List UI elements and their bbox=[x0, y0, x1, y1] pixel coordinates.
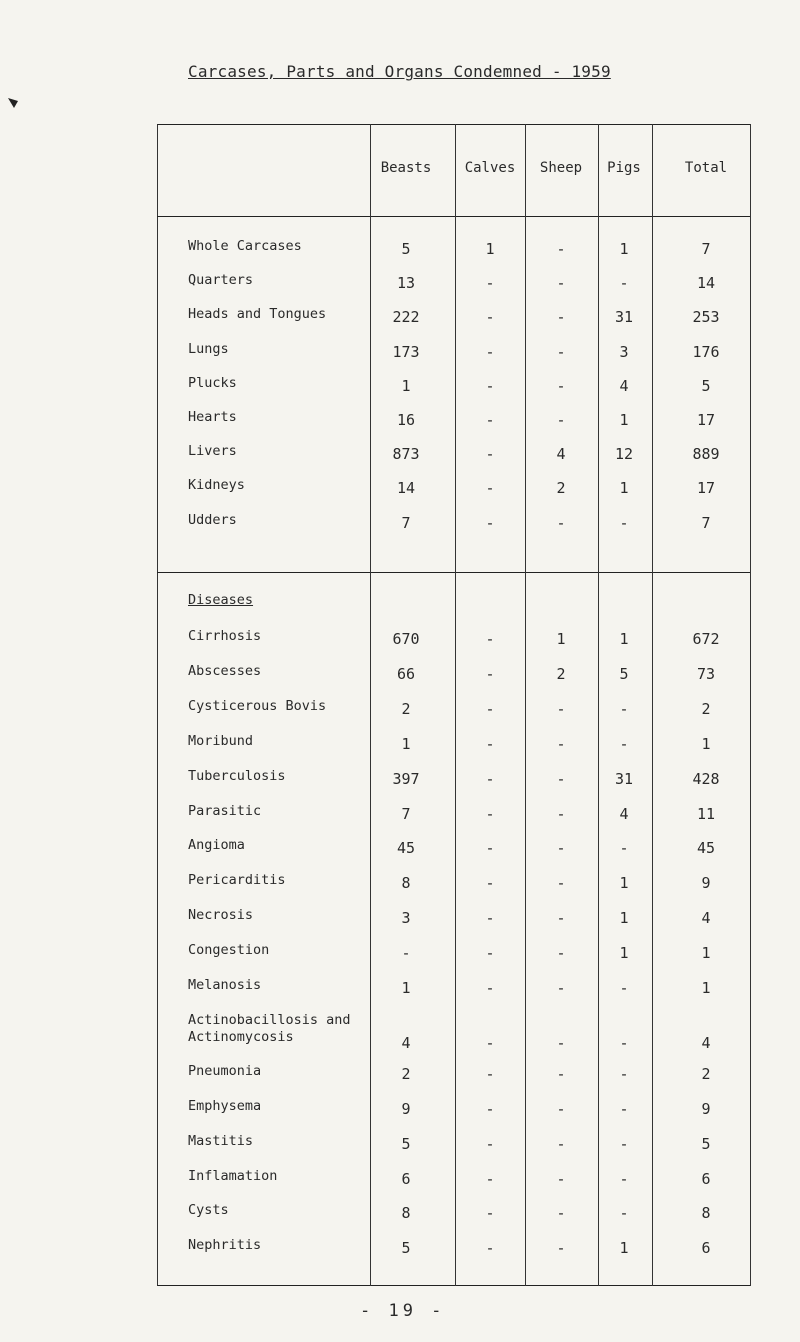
table-cell: 8 bbox=[701, 1204, 711, 1223]
table-cell: - bbox=[485, 1064, 495, 1083]
table-cell: - bbox=[556, 240, 566, 258]
row-label: Parasitic bbox=[188, 802, 262, 819]
row-label: Congestion bbox=[188, 942, 270, 959]
row-label: Abscesses bbox=[188, 662, 262, 679]
row-label: Kidneys bbox=[188, 477, 245, 494]
table-cell: 397 bbox=[392, 769, 420, 788]
table-cell: 7 bbox=[701, 513, 711, 532]
section-heading: Diseases bbox=[188, 592, 254, 608]
header-divider bbox=[157, 216, 750, 217]
table-cell: - bbox=[485, 979, 495, 997]
table-cell: - bbox=[619, 513, 629, 532]
row-label: Livers bbox=[188, 443, 237, 460]
row-label: Lungs bbox=[188, 340, 229, 357]
table-cell: 2 bbox=[556, 664, 566, 683]
table-cell: 6 bbox=[701, 1239, 711, 1258]
table-cell: 4 bbox=[401, 1033, 411, 1052]
table-cell: - bbox=[485, 804, 495, 823]
table-cell: 7 bbox=[401, 804, 411, 823]
row-label: Melanosis bbox=[188, 977, 262, 993]
table-cell: 5 bbox=[701, 376, 711, 395]
table-cell: 873 bbox=[392, 445, 420, 464]
row-label: Hearts bbox=[188, 409, 237, 425]
table-cell: 3 bbox=[619, 342, 629, 361]
table-cell: 176 bbox=[692, 342, 720, 361]
table-cell: 66 bbox=[396, 664, 416, 683]
table-cell: 1 bbox=[556, 630, 566, 648]
column-divider bbox=[455, 124, 456, 1286]
table-cell: 9 bbox=[701, 874, 711, 893]
table-cell: - bbox=[485, 1033, 495, 1052]
row-label: Pneumonia bbox=[188, 1062, 262, 1079]
table-cell: - bbox=[556, 839, 566, 858]
table-cell: - bbox=[485, 1239, 495, 1258]
table-cell: - bbox=[556, 874, 566, 893]
table-cell: - bbox=[619, 699, 629, 718]
table-cell: - bbox=[556, 1033, 566, 1052]
table-cell: 4 bbox=[701, 909, 711, 928]
column-divider bbox=[525, 124, 526, 1286]
table-cell: - bbox=[556, 1064, 566, 1083]
column-header-sheep: Sheep bbox=[539, 160, 583, 176]
table-cell: 5 bbox=[401, 1134, 411, 1153]
table-cell: 6 bbox=[701, 1169, 711, 1188]
row-label: Pericarditis bbox=[188, 872, 286, 889]
table-cell: - bbox=[556, 1134, 566, 1153]
table-cell: 13 bbox=[396, 274, 416, 293]
column-divider bbox=[370, 124, 371, 1286]
row-label: Quarters bbox=[188, 272, 254, 289]
table-cell: 889 bbox=[692, 445, 720, 464]
row-label: Nephritis bbox=[188, 1237, 262, 1254]
table-cell: 5 bbox=[619, 664, 629, 683]
table-cell: - bbox=[485, 699, 495, 718]
table-cell: - bbox=[556, 909, 566, 928]
table-cell: - bbox=[485, 769, 495, 788]
row-label: Whole Carcases bbox=[188, 238, 302, 254]
table-cell: 5 bbox=[401, 1239, 411, 1258]
row-label: Moribund bbox=[188, 732, 254, 749]
table-cell: 8 bbox=[401, 874, 411, 893]
table-cell: - bbox=[619, 1134, 629, 1153]
table-cell: 4 bbox=[701, 1033, 711, 1052]
table-cell: - bbox=[619, 1033, 629, 1052]
table-cell: - bbox=[485, 944, 495, 963]
table-cell: - bbox=[619, 839, 629, 858]
table-cell: - bbox=[485, 909, 495, 928]
table-cell: - bbox=[485, 1099, 495, 1118]
table-cell: - bbox=[556, 308, 566, 327]
table-cell: 1 bbox=[619, 240, 629, 258]
column-divider bbox=[750, 124, 751, 1286]
column-header-total: Total bbox=[684, 160, 728, 176]
table-cell: 17 bbox=[696, 479, 716, 498]
table-cell: - bbox=[485, 376, 495, 395]
table-cell: - bbox=[485, 445, 495, 464]
table-cell: - bbox=[619, 1169, 629, 1188]
table-cell: 7 bbox=[401, 513, 411, 532]
row-label: Emphysema bbox=[188, 1097, 262, 1114]
table-cell: - bbox=[619, 1099, 629, 1118]
table-cell: 1 bbox=[701, 979, 711, 997]
table-cell: 2 bbox=[701, 699, 711, 718]
row-label: Necrosis bbox=[188, 907, 254, 924]
table-cell: - bbox=[556, 769, 566, 788]
table-cell: 1 bbox=[619, 630, 629, 648]
table-cell: - bbox=[556, 944, 566, 963]
row-label: Udders bbox=[188, 511, 237, 528]
table-cell: 45 bbox=[696, 839, 716, 858]
table-cell: - bbox=[619, 1064, 629, 1083]
table-cell: - bbox=[485, 513, 495, 532]
table-cell: 1 bbox=[701, 734, 711, 753]
table-cell: 2 bbox=[401, 1064, 411, 1083]
table-cell: - bbox=[485, 1204, 495, 1223]
table-cell: - bbox=[485, 308, 495, 327]
table-cell: - bbox=[401, 944, 411, 963]
table-cell: 670 bbox=[392, 630, 420, 648]
table-cell: 1 bbox=[401, 376, 411, 395]
table-cell: 4 bbox=[619, 376, 629, 395]
table-cell: - bbox=[619, 1204, 629, 1223]
table-cell: 428 bbox=[692, 769, 720, 788]
table-cell: - bbox=[485, 1169, 495, 1188]
bullet-mark-icon bbox=[6, 96, 20, 110]
column-header-beasts: Beasts bbox=[380, 160, 432, 176]
table-cell: - bbox=[485, 479, 495, 498]
table-cell: 2 bbox=[401, 699, 411, 718]
table-cell: - bbox=[556, 699, 566, 718]
row-label: Cysts bbox=[188, 1202, 229, 1219]
table-cell: 4 bbox=[619, 804, 629, 823]
table-cell: 2 bbox=[556, 479, 566, 498]
table-cell: 6 bbox=[401, 1169, 411, 1188]
table-cell: 17 bbox=[696, 411, 716, 429]
table-cell: 2 bbox=[701, 1064, 711, 1083]
row-label: Plucks bbox=[188, 374, 237, 391]
table-cell: 1 bbox=[485, 240, 495, 258]
table-cell: - bbox=[485, 1134, 495, 1153]
table-cell: - bbox=[556, 804, 566, 823]
table-cell: - bbox=[556, 274, 566, 293]
row-label: Inflamation bbox=[188, 1167, 278, 1184]
table-cell: 1 bbox=[619, 874, 629, 893]
table-cell: 253 bbox=[692, 308, 720, 327]
table-cell: 9 bbox=[401, 1099, 411, 1118]
table-cell: 173 bbox=[392, 342, 420, 361]
row-label: Heads and Tongues bbox=[188, 306, 327, 323]
table-cell: - bbox=[556, 979, 566, 997]
table-cell: 1 bbox=[619, 1239, 629, 1258]
table-cell: 1 bbox=[619, 411, 629, 429]
table-cell: 1 bbox=[619, 479, 629, 498]
table-cell: 14 bbox=[396, 479, 416, 498]
table-cell: 672 bbox=[692, 630, 720, 648]
table-cell: - bbox=[619, 274, 629, 293]
table-cell: 16 bbox=[396, 411, 416, 429]
table-cell: - bbox=[619, 979, 629, 997]
table-cell: - bbox=[485, 734, 495, 753]
table-cell: 1 bbox=[701, 944, 711, 963]
table-cell: 4 bbox=[556, 445, 566, 464]
row-label: Tuberculosis bbox=[188, 767, 286, 784]
row-label: Cysticerous Bovis bbox=[188, 697, 327, 714]
table-cell: - bbox=[485, 839, 495, 858]
diseases-divider bbox=[157, 572, 750, 573]
column-header-pigs: Pigs bbox=[607, 160, 641, 176]
table-cell: - bbox=[556, 734, 566, 753]
table-cell: - bbox=[556, 376, 566, 395]
table-cell: - bbox=[556, 1204, 566, 1223]
table-cell: 1 bbox=[619, 944, 629, 963]
table-cell: 31 bbox=[614, 769, 634, 788]
table-cell: 1 bbox=[401, 734, 411, 753]
table-cell: 31 bbox=[614, 308, 634, 327]
table-cell: 222 bbox=[392, 308, 420, 327]
table-cell: - bbox=[485, 874, 495, 893]
table-cell: - bbox=[485, 411, 495, 429]
table-cell: 12 bbox=[614, 445, 634, 464]
table-cell: 14 bbox=[696, 274, 716, 293]
table-cell: - bbox=[556, 1239, 566, 1258]
page-number: - 19 - bbox=[360, 1301, 446, 1321]
table-cell: 1 bbox=[401, 979, 411, 997]
table-cell: - bbox=[619, 734, 629, 753]
row-label: Mastitis bbox=[188, 1132, 254, 1149]
table-cell: 73 bbox=[696, 664, 716, 683]
table-cell: 5 bbox=[701, 1134, 711, 1153]
table-cell: - bbox=[485, 274, 495, 293]
table-cell: 5 bbox=[401, 240, 411, 258]
table-cell: - bbox=[556, 411, 566, 429]
table-cell: 11 bbox=[696, 804, 716, 823]
table-cell: - bbox=[485, 342, 495, 361]
table-cell: 8 bbox=[401, 1204, 411, 1223]
table-cell: - bbox=[485, 630, 495, 648]
table-cell: 7 bbox=[701, 240, 711, 258]
row-label: Cirrhosis bbox=[188, 628, 262, 644]
table-cell: - bbox=[485, 664, 495, 683]
table-cell: 45 bbox=[396, 839, 416, 858]
table-cell: - bbox=[556, 342, 566, 361]
table-cell: - bbox=[556, 513, 566, 532]
table-cell: 1 bbox=[619, 909, 629, 928]
table-cell: 9 bbox=[701, 1099, 711, 1118]
row-label: Angioma bbox=[188, 837, 245, 854]
page-title: Carcases, Parts and Organs Condemned - 1959 bbox=[188, 62, 611, 81]
table-cell: - bbox=[556, 1169, 566, 1188]
column-header-calves: Calves bbox=[464, 160, 516, 176]
table-cell: - bbox=[556, 1099, 566, 1118]
row-label: Actinobacillosis and Actinomycosis bbox=[188, 1011, 351, 1045]
table-cell: 3 bbox=[401, 909, 411, 928]
